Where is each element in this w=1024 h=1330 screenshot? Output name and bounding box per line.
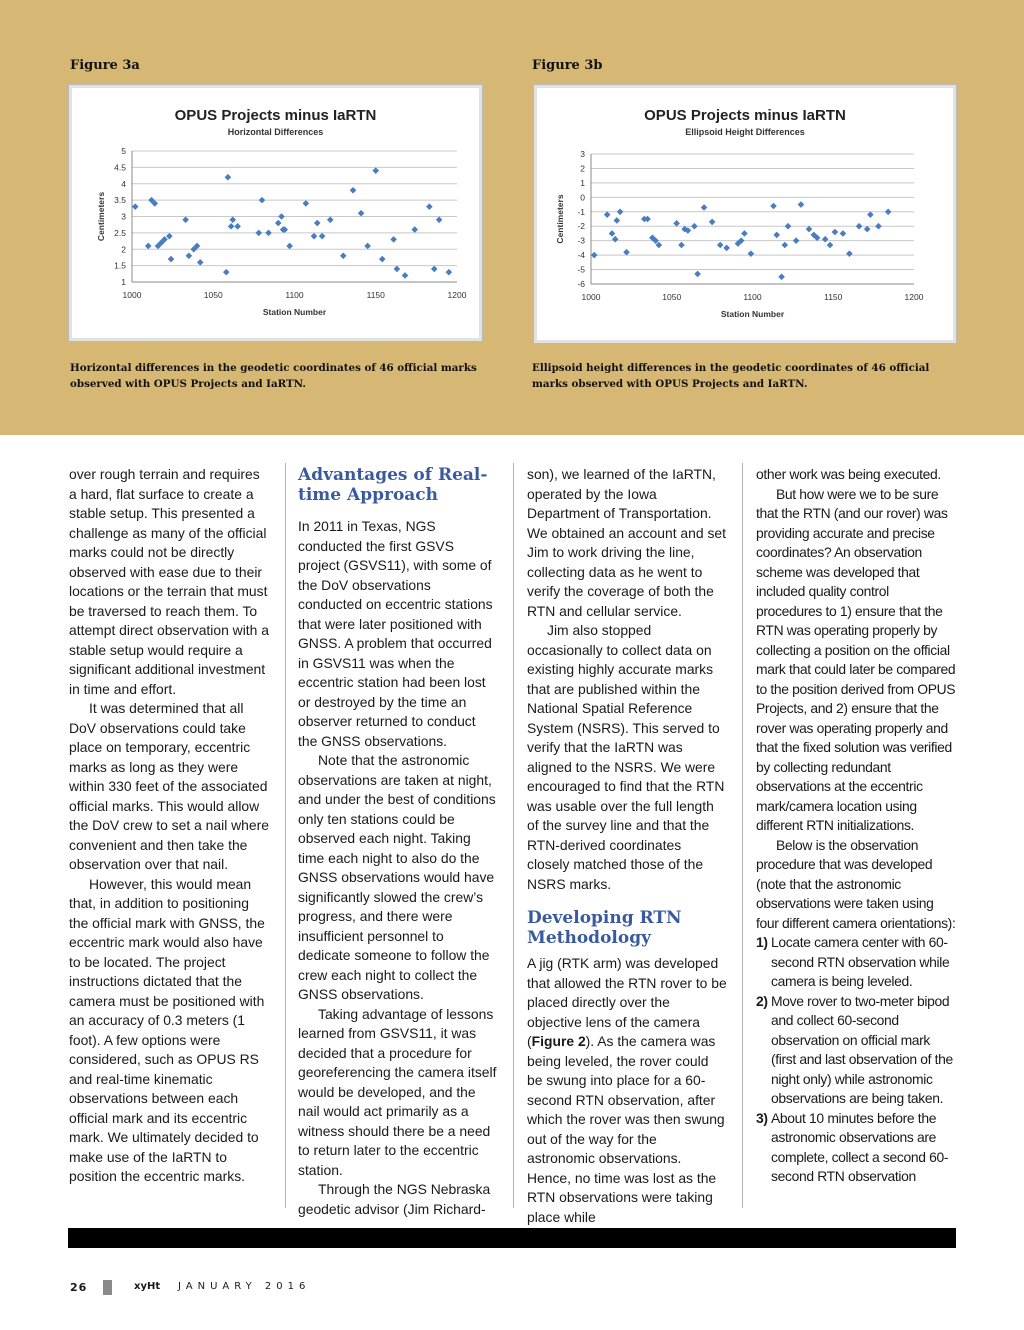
- data-point: [773, 232, 780, 239]
- data-point: [591, 252, 598, 259]
- figure-3b-chart: [533, 84, 957, 344]
- list-item: [756, 933, 956, 992]
- article-column-1: [69, 465, 269, 1187]
- chart-subtitle: Ellipsoid Height Differences: [685, 127, 805, 137]
- section-heading: Developing RTN Methodology: [527, 908, 682, 948]
- data-point: [867, 211, 874, 218]
- y-tick-label: -1: [577, 206, 585, 217]
- y-tick-label: -3: [577, 235, 585, 246]
- figure-3a-chart: [68, 84, 483, 342]
- data-point: [340, 253, 347, 260]
- data-point: [372, 167, 379, 174]
- y-tick-label: 3: [580, 149, 585, 159]
- paragraph: other work was being executed.: [756, 466, 941, 482]
- figure-3a-label: Figure 3a: [70, 58, 140, 73]
- chart-title: OPUS Projects minus IaRTN: [174, 107, 377, 124]
- data-point: [186, 253, 193, 260]
- paragraph: Jim also stopped occasionally to collect data on existing highly accurate marks that are published within the National Spatial Reference System (NSRS). This served to verify that the IaRTN was aligned to the NSRS. We were encouraged to find that the RTN was usable over the full length of the survey line and that the RTN-derived coordinates closely matched those of the NSRS marks.: [527, 622, 725, 892]
- data-point: [678, 242, 685, 249]
- data-point: [303, 200, 310, 207]
- y-tick-label: -5: [577, 264, 585, 275]
- data-point: [166, 233, 173, 240]
- data-point: [691, 223, 698, 230]
- data-point: [840, 230, 847, 237]
- data-point: [402, 272, 409, 279]
- data-point: [806, 226, 813, 233]
- y-tick-label: 1: [121, 277, 126, 287]
- paragraph: over rough terrain and requires a hard, flat surface to create a stable setup. This presented a challenge as many of the official marks could not be directly observed with ease due to their locations or the terrain that must be traversed to reach them. To attempt direct observation with a stable setup would require a significant additional investment in time and effort.: [69, 466, 269, 697]
- data-point: [846, 250, 853, 257]
- paragraph: Note that the astronomic observations are taken at night, and under the best of conditions only ten stations could be observed each night. Taking time each night to also do the GNSS observations would have significantly slowed the crew’s progress, and there were insufficient personnel to dedicate someone to follow the crew each night to collect the GNSS observations.: [298, 752, 496, 1002]
- data-point: [286, 243, 293, 250]
- figure-3a-caption: Horizontal differences in the geodetic coordinates of 46 official marks observed with OPUS Projects and IaRTN.: [70, 362, 477, 390]
- paragraph: Below is the observation procedure that was developed (note that the astronomic observations were taken using four different camera orientations):: [756, 836, 956, 931]
- x-tick-label: 1150: [824, 292, 843, 302]
- horizontal-differences-chart: [69, 85, 482, 341]
- data-point: [856, 223, 863, 230]
- data-point: [327, 216, 334, 223]
- x-tick-label: 1000: [581, 292, 601, 302]
- y-tick-label: 4.5: [114, 162, 126, 173]
- data-point: [673, 220, 680, 227]
- data-point: [864, 226, 871, 233]
- x-axis-label: Station Number: [262, 307, 327, 317]
- x-axis-label: Station Number: [720, 309, 785, 319]
- y-tick-label: 1: [580, 177, 585, 188]
- paragraph: Taking advantage of lessons learned from GSVS11, it was decided that a procedure for georeferencing the camera itself would be developed, and the nail would act primarily as a witness should there be a need to return later to the eccentric station.: [298, 1005, 497, 1178]
- data-point: [609, 230, 616, 237]
- y-tick-label: -6: [577, 279, 585, 289]
- data-point: [827, 242, 834, 249]
- list-item-text: Move rover to two-meter bipod and collect 60-second observation on official mark (first and last observation of the night only) while astronomic observations are being taken.: [771, 992, 953, 1106]
- list-item: [756, 1109, 956, 1187]
- column-divider: [513, 463, 514, 1208]
- data-point: [411, 226, 418, 233]
- figure-reference: Figure 2: [531, 1033, 586, 1049]
- data-point: [701, 204, 708, 211]
- y-tick-label: 3: [121, 211, 126, 222]
- data-point: [798, 201, 805, 208]
- data-point: [168, 256, 175, 263]
- data-point: [748, 250, 755, 257]
- data-point: [364, 243, 371, 250]
- y-tick-label: 5: [121, 146, 126, 156]
- paragraph-text: A jig (RTK arm) was developed that allowed the RTN rover to be placed directly over the objective lens of the camera (: [527, 955, 727, 1049]
- footer-bar: [68, 1228, 956, 1248]
- data-point: [394, 266, 401, 273]
- y-axis-label: Centimeters: [555, 194, 565, 244]
- x-tick-label: 1100: [285, 290, 304, 300]
- article-column-3: [527, 465, 727, 1227]
- list-item-number: 3): [756, 1109, 768, 1126]
- data-point: [390, 236, 397, 243]
- column-divider: [742, 463, 743, 1208]
- x-tick-label: 1050: [203, 290, 223, 300]
- data-point: [793, 237, 800, 244]
- data-point: [255, 230, 262, 237]
- y-tick-label: -2: [577, 221, 585, 232]
- list-item-number: 1): [756, 934, 768, 950]
- data-point: [379, 256, 386, 263]
- y-tick-label: 1.5: [114, 260, 126, 271]
- chart-subtitle: Horizontal Differences: [227, 127, 324, 137]
- data-point: [145, 243, 152, 250]
- column-divider: [285, 463, 286, 1208]
- data-point: [709, 219, 716, 226]
- figure-3b-label: Figure 3b: [532, 58, 603, 73]
- article-column-4: [756, 465, 956, 1187]
- list-item: [756, 992, 956, 1109]
- y-tick-label: 2: [121, 244, 126, 255]
- article-column-2: [298, 465, 498, 1219]
- data-point: [223, 269, 230, 276]
- data-point: [234, 223, 241, 230]
- data-point: [832, 229, 839, 236]
- data-point: [778, 273, 785, 280]
- data-point: [694, 271, 701, 278]
- paragraph: It was determined that all DoV observations could take place on temporary, eccentric marks as long as they were within 330 feet of the associated official marks. This would allow the DoV crew to set a nail where convenient and then take the observation over that nail.: [69, 700, 269, 872]
- data-point: [612, 236, 619, 243]
- data-point: [426, 203, 433, 210]
- data-point: [741, 230, 748, 237]
- data-point: [717, 242, 724, 249]
- paragraph: son), we learned of the IaRTN, operated by the Iowa Department of Transportation. We obtained an account and set Jim to work driving the line, collecting data as he went to verify the coverage of both the RTN and cellular service.: [527, 466, 726, 619]
- magazine-name: xyHt: [134, 1281, 161, 1292]
- data-point: [436, 216, 443, 223]
- data-point: [604, 211, 611, 218]
- data-point: [617, 208, 624, 215]
- issue-date: JANUARY 2016: [178, 1281, 311, 1292]
- data-point: [723, 245, 730, 252]
- x-tick-label: 1100: [743, 292, 762, 302]
- data-point: [311, 233, 318, 240]
- paragraph-text: ). As the camera was being leveled, the rover could be swung into place for a 60-second RTN observation, after which the rover was then swung out of the way for the astronomic observations. Hence, no time was lost as the RTN observations were taking place while: [527, 1033, 725, 1225]
- data-point: [785, 223, 792, 230]
- data-point: [259, 197, 266, 204]
- procedure-list: [756, 933, 956, 1187]
- data-point: [275, 220, 282, 227]
- chart-title: OPUS Projects minus IaRTN: [644, 107, 846, 124]
- page-marker: [103, 1280, 112, 1295]
- page-number: 26: [70, 1281, 88, 1294]
- data-point: [358, 210, 365, 217]
- paragraph: However, this would mean that, in addition to positioning the official mark with GNSS, the eccentric mark would also have to be located. The project instructions dictated that the camera must be positioned with an accuracy of 0.3 meters (1 foot). A few options were considered, such as OPUS RS and real-time kinematic observations between each official mark and its eccentric mark. We ultimately decided to make use of the IaRTN to position the eccentric marks.: [69, 875, 265, 1184]
- paragraph: In 2011 in Texas, NGS conducted the first GSVS project (GSVS11), with some of the DoV observations conducted on eccentric stations that were later positioned with GNSS. A problem that occurred in GSVS11 was when the eccentric station had been lost or destroyed by the time an observer returned to conduct the GNSS observations.: [298, 518, 493, 749]
- data-point: [446, 269, 453, 276]
- data-point: [822, 236, 829, 243]
- section-heading: Advantages of Real-time Approach: [298, 465, 488, 505]
- data-point: [614, 217, 621, 224]
- ellipsoid-height-differences-chart: [534, 85, 956, 343]
- data-point: [350, 187, 357, 194]
- y-axis-label: Centimeters: [96, 191, 106, 242]
- data-point: [228, 223, 235, 230]
- data-point: [278, 213, 285, 220]
- paragraph: Through the NGS Nebraska geodetic advisor (Jim Richard-: [298, 1181, 491, 1217]
- data-point: [782, 242, 789, 249]
- data-point: [770, 203, 777, 210]
- y-tick-label: 4: [121, 178, 126, 189]
- paragraph: [527, 954, 727, 1227]
- y-tick-label: 2: [580, 163, 585, 174]
- y-tick-label: 0: [580, 192, 585, 203]
- data-point: [885, 208, 892, 215]
- paragraph: But how were we to be sure that the RTN (and our rover) was providing accurate and precise coordinates? An observation scheme was developed that included quality control procedures to 1) ensure that the RTN was operating properly by collecting a position on the official mark that could later be compared to the position derived from OPUS Projects, and 2) ensure that the rover was operating properly and that the fixed solution was verified by collecting redundant observations at the eccentric mark/camera location using different RTN initializations.: [756, 485, 956, 833]
- x-tick-label: 1000: [122, 290, 142, 300]
- x-tick-label: 1200: [904, 292, 924, 302]
- x-tick-label: 1050: [662, 292, 682, 302]
- y-tick-label: -4: [577, 250, 585, 261]
- data-point: [132, 203, 139, 210]
- data-point: [314, 220, 321, 227]
- data-point: [875, 223, 882, 230]
- data-point: [623, 249, 630, 256]
- list-item-text: About 10 minutes before the astronomic observations are complete, collect a second 60-second RTN observation: [771, 1109, 949, 1184]
- data-point: [319, 233, 326, 240]
- x-tick-label: 1150: [366, 290, 385, 300]
- data-point: [431, 266, 438, 273]
- y-tick-label: 3.5: [114, 195, 126, 206]
- figure-3b-caption: Ellipsoid height differences in the geodetic coordinates of 46 official marks observed with OPUS Projects and IaRTN.: [532, 362, 930, 390]
- data-point: [182, 216, 189, 223]
- data-point: [229, 216, 236, 223]
- data-point: [265, 230, 272, 237]
- data-point: [197, 259, 204, 266]
- data-point: [225, 174, 232, 181]
- y-tick-label: 2.5: [114, 227, 126, 238]
- x-tick-label: 1200: [447, 290, 467, 300]
- list-item-number: 2): [756, 992, 768, 1009]
- list-item-text: Locate camera center with 60-second RTN observation while camera is being leveled.: [771, 934, 950, 989]
